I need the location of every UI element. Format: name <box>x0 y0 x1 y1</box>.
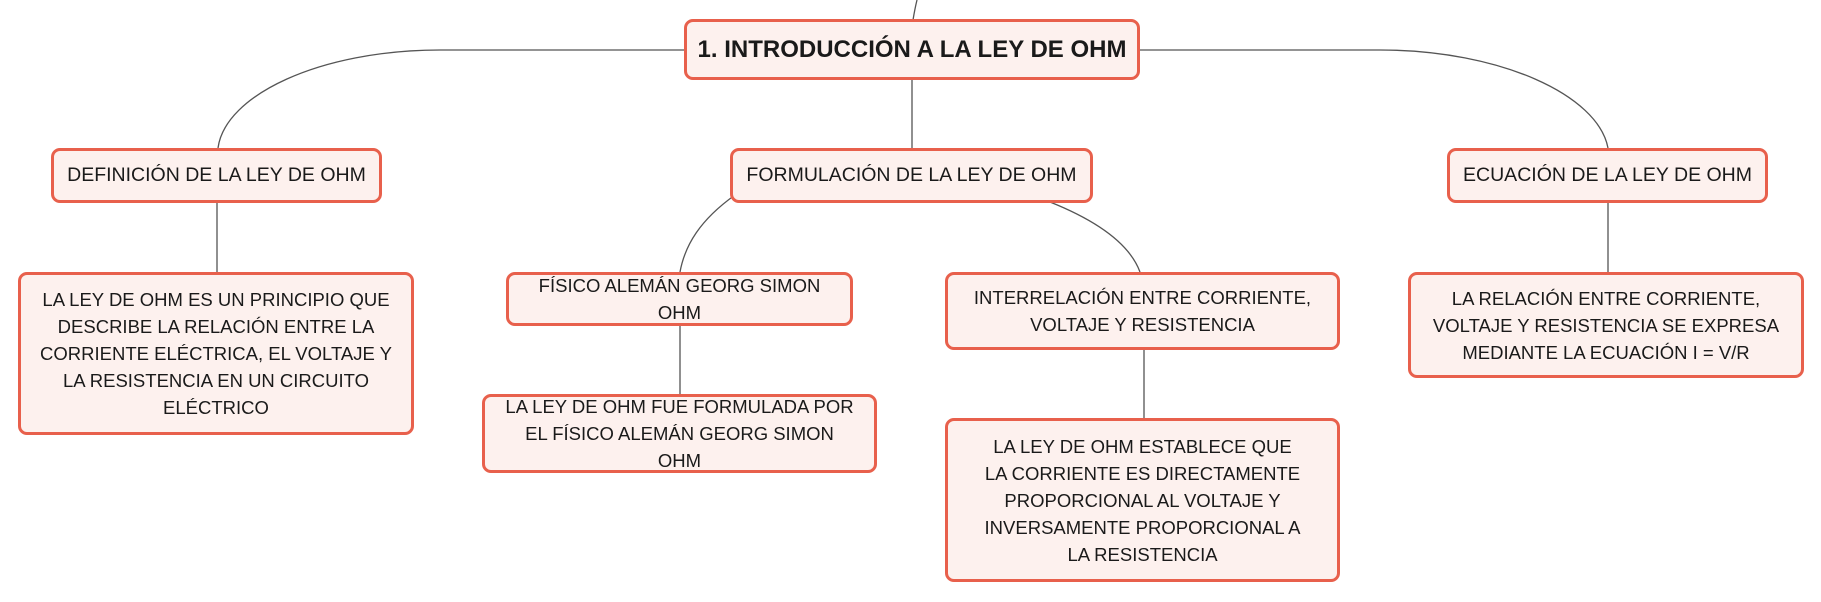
subtopic-interrelacion-label: INTERRELACIÓN ENTRE CORRIENTE, VOLTAJE Y RESISTENCIA <box>973 287 1312 335</box>
connector-root-to-ecuacion <box>1140 50 1608 148</box>
detail-interrelacion-label: LA LEY DE OHM ESTABLECE QUE LA CORRIENTE ES DIRECTAMENTE PROPORCIONAL AL VOLTAJE Y INVERSAMENTE PROPORCIONAL A LA RESISTENCIA <box>984 435 1301 565</box>
connector-root-to-definicion <box>218 50 684 148</box>
root-node-label: 1. INTRODUCCIÓN A LA LEY DE OHM <box>697 35 1127 63</box>
detail-ecuacion-label: LA RELACIÓN ENTRE CORRIENTE, VOLTAJE Y RESISTENCIA SE EXPRESA MEDIANTE LA ECUACIÓN I = V/R <box>1432 287 1780 363</box>
topic-formulacion[interactable] <box>730 148 1093 203</box>
topic-ecuacion[interactable] <box>1447 148 1768 203</box>
topic-definicion-label: DEFINICIÓN DE LA LEY DE OHM <box>67 164 366 186</box>
subtopic-fisico-label: FÍSICO ALEMÁN GEORG SIMON OHM <box>538 275 821 323</box>
topic-formulacion-label: FORMULACIÓN DE LA LEY DE OHM <box>746 164 1077 186</box>
topic-definicion[interactable] <box>51 148 382 203</box>
detail-fisico[interactable] <box>482 394 877 473</box>
topic-ecuacion-label: ECUACIÓN DE LA LEY DE OHM <box>1463 164 1752 186</box>
connector-parent-to-root <box>913 0 917 20</box>
detail-interrelacion[interactable] <box>945 418 1340 582</box>
connector-formulacion-to-interrelacion <box>1050 202 1140 272</box>
detail-definicion[interactable] <box>18 272 414 435</box>
detail-definicion-label: LA LEY DE OHM ES UN PRINCIPIO QUE DESCRIBE LA RELACIÓN ENTRE LA CORRIENTE ELÉCTRICA, EL VOLTAJE Y LA RESISTENCIA EN UN CIRCUITO ELÉCTRICO <box>40 289 392 418</box>
subtopic-interrelacion[interactable] <box>945 272 1340 350</box>
detail-fisico-label: LA LEY DE OHM FUE FORMULADA POR EL FÍSICO ALEMÁN GEORG SIMON OHM <box>505 396 854 471</box>
connector-formulacion-to-fisico <box>680 195 735 272</box>
subtopic-fisico[interactable] <box>506 272 853 326</box>
root-node[interactable] <box>684 19 1140 80</box>
detail-ecuacion[interactable] <box>1408 272 1804 378</box>
